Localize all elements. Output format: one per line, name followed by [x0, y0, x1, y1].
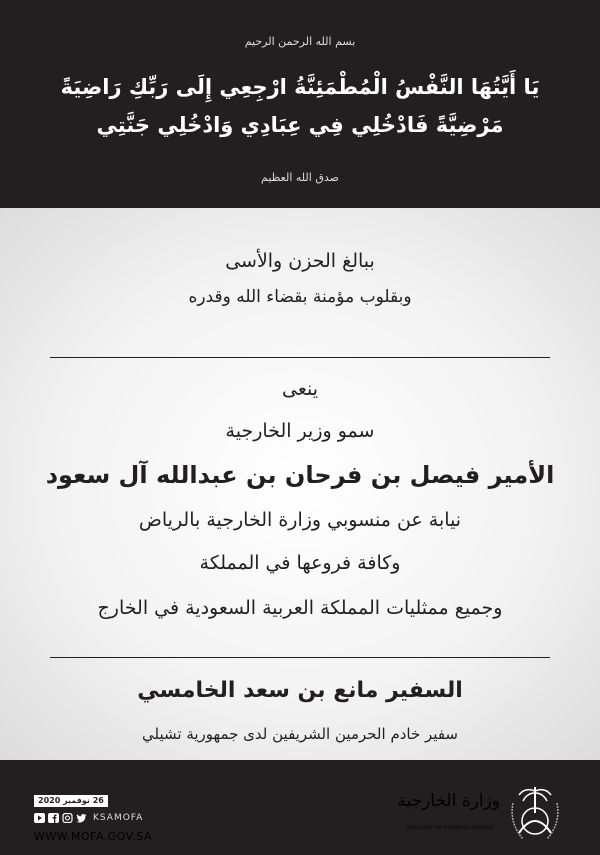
deceased-name: السفير مانع بن سعد الخامسي — [137, 678, 463, 703]
verse-closing: صدق الله العظيم — [261, 171, 339, 184]
twitter-icon[interactable] — [76, 813, 87, 823]
divider — [50, 657, 550, 658]
divider — [50, 357, 550, 358]
faith-line: وبقلوب مؤمنة بقضاء الله وقدره — [188, 287, 412, 307]
ministry-logo-english: MINISTRY OF FOREIGN AFFAIRS — [406, 825, 494, 831]
social-links — [34, 812, 143, 824]
deceased-role: سفير خادم الحرمين الشريفين لدى جمهورية تشيلي — [142, 725, 458, 743]
branches-line: وكافة فروعها في المملكة — [199, 552, 401, 574]
minister-name: الأمير فيصل بن فرحان بن عبدالله آل سعود — [45, 461, 555, 489]
grief-line: ببالغ الحزن والأسى — [225, 250, 375, 272]
facebook-icon[interactable] — [48, 813, 59, 823]
verse-header — [0, 0, 600, 208]
ministry-logo-arabic: وزارة الخارجية — [397, 791, 500, 811]
date-badge: 26 نوفمبر 2020 — [34, 795, 108, 807]
verse-line-2: مَرْضِيَّةً فَادْخُلِي فِي عِبَادِي وَادْخُلِي جَنَّتِي — [96, 113, 504, 137]
basmala: بسم الله الرحمن الرحيم — [244, 35, 356, 48]
announcement-body — [0, 208, 600, 760]
saudi-emblem-icon — [505, 783, 565, 843]
mourns-label: ينعى — [281, 378, 319, 400]
minister-title: سمو وزير الخارجية — [225, 420, 375, 442]
verse-line-1: يَا أَيَّتُهَا النَّفْسُ الْمُطْمَئِنَّةُ ارْجِعِي إِلَى رَبِّكِ رَاضِيَةً — [60, 75, 540, 99]
youtube-icon[interactable] — [34, 813, 45, 823]
missions-line: وجميع ممثليات المملكة العربية السعودية في الخارج — [97, 597, 503, 619]
on-behalf-line: نيابة عن منسوبي وزارة الخارجية بالرياض — [138, 509, 462, 531]
social-handle[interactable]: KSAMOFA — [93, 813, 144, 823]
website-link[interactable]: WWW.MOFA.GOV.SA — [34, 830, 152, 843]
instagram-icon[interactable] — [62, 813, 73, 823]
